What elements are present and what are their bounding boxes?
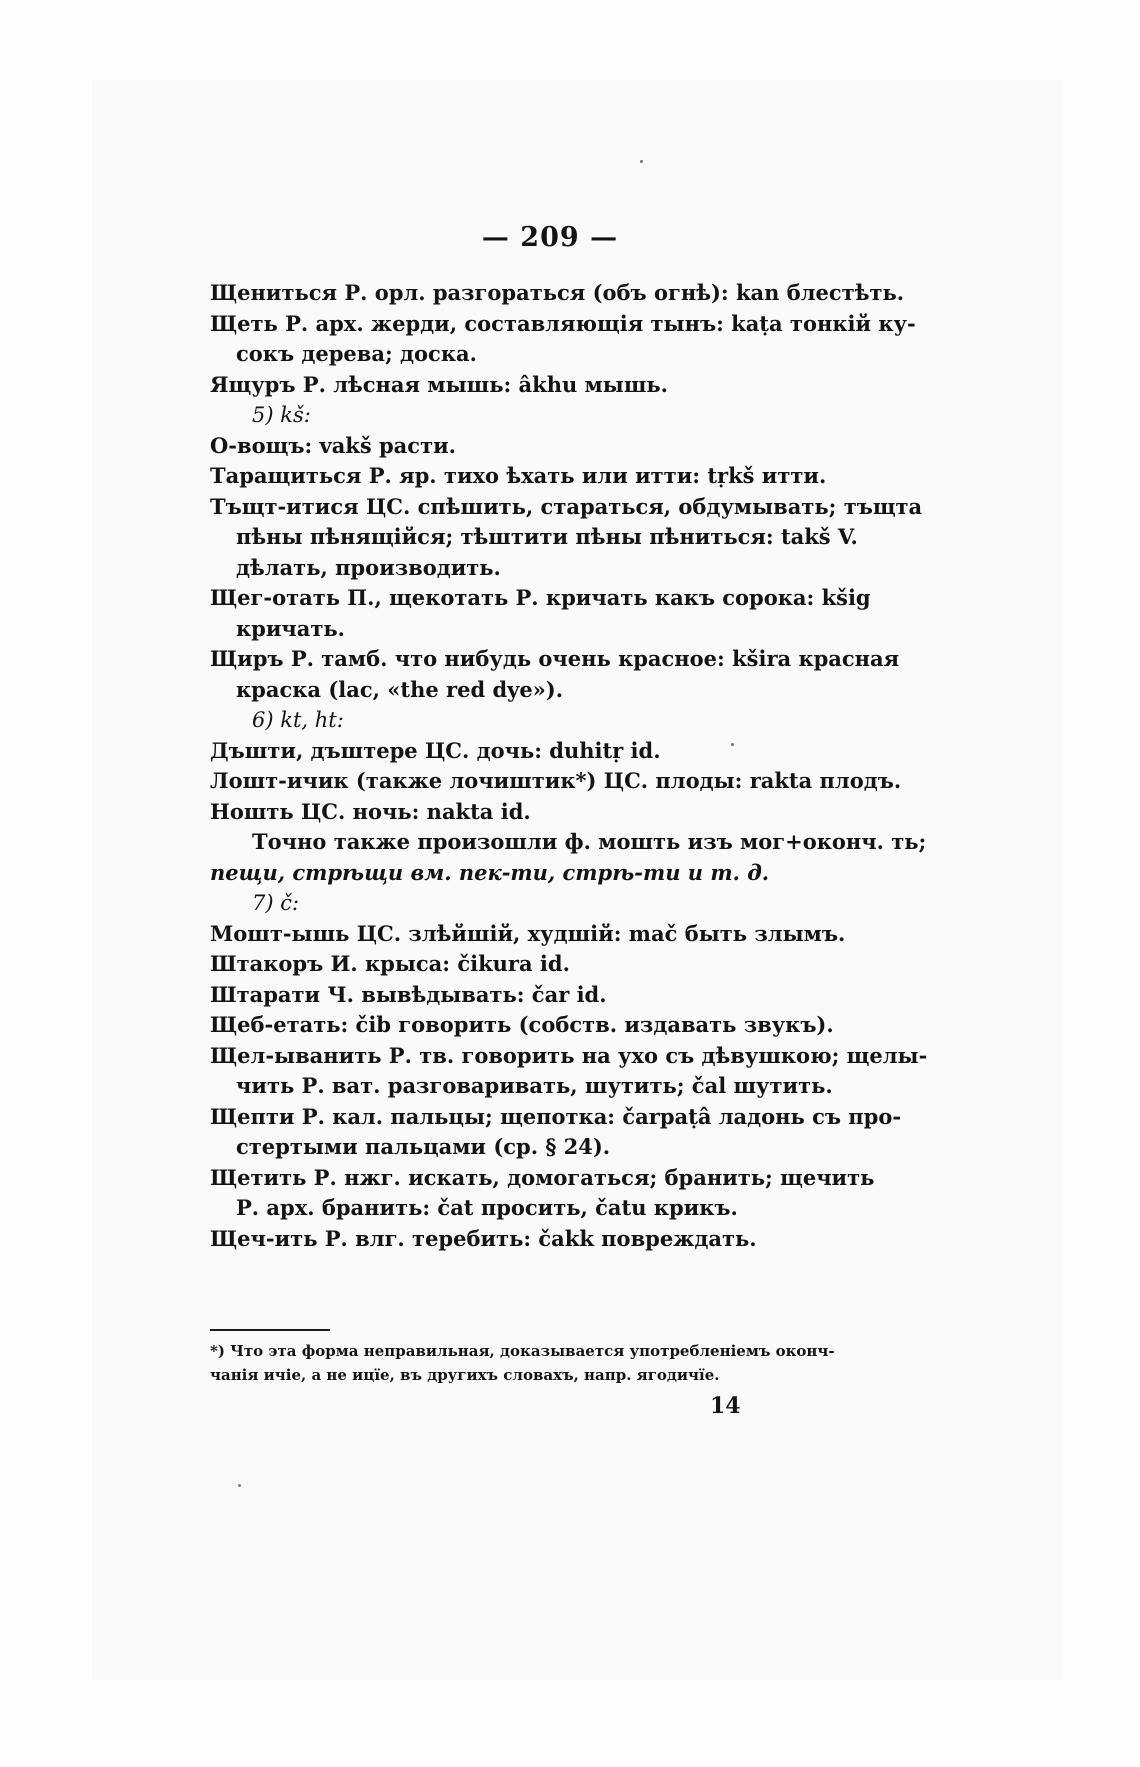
paragraph-line: пещи, стрѣщи вм. пек-ти, стрѣ-ти и т. д. [210,859,770,885]
entry-line: Щеб-етать: čib говорить (собств. издавать звукъ). [210,1012,834,1037]
entry-line: Лошт-ичик (также лочиштик*) ЦС. плоды: rakta плодъ. [210,768,902,793]
footnote [210,1339,870,1387]
paper-speck [640,160,643,163]
page-number: — 209 — [481,222,619,253]
entry-line: сокъ дерева; доска. [236,341,477,366]
section-heading: 5) kš: [252,403,311,427]
entry-line: Тъщт-итися ЦС. спѣшить, стараться, обдумывать; тъщта [210,493,923,519]
footnote-line: чанія ичіе, а не ицїе, въ другихъ словахъ, напр. ягодичїе. [210,1366,720,1384]
section-heading: 6) kt, ht: [252,708,344,732]
printer-signature: 14 [710,1393,741,1419]
entry-line: чить Р. ват. разговаривать, шутить; čal шутить. [236,1073,833,1098]
entry-line: краска (lac, «the red dye»). [236,676,564,702]
entry-line: Щег-отать П., щекотать Р. кричать какъ сорока: kšig [210,585,871,610]
entry-line: Дъшти, дъштере ЦС. дочь: duhitṛ id. [210,737,661,763]
entry-line: Щетить Р. нжг. искать, домогаться; бранить; щечить [210,1164,875,1190]
entry-line: Мошт-ышь ЦС. злѣйшій, худшій: mač быть злымъ. [210,920,846,946]
entry-line: Р. арх. бранить: čat просить, čatu крикъ. [236,1195,738,1220]
footnote-rule [210,1329,330,1331]
paper-speck [238,1484,241,1487]
entry-line: дѣлать, производить. [236,554,501,580]
entry-line: Щеч-ить Р. влг. теребить: čakk повреждать. [210,1225,757,1251]
entry-line: Штарати Ч. вывѣдывать: čar id. [210,981,607,1007]
dictionary-text [210,278,928,1254]
entry-line: Щениться Р. орл. разгораться (объ огнѣ): kan блестѣть. [210,280,905,305]
entry-line: Щепти Р. кал. пальцы; щепотка: čarpaṭâ ладонь съ про- [210,1103,902,1129]
entry-line: Таращиться Р. яр. тихо ѣхать или итти: tṛkš итти. [210,463,827,488]
entry-line: Ношть ЦС. ночь: nakta id. [210,798,531,824]
paragraph-line: Точно также произошли ф. мошть изъ мог+оконч. ть; [252,829,927,854]
entry-line: Ящуръ Р. лѣсная мышь: âkhu мышь. [210,371,668,397]
paper-speck [731,743,734,746]
entry-line: О-вощъ: vakš расти. [210,432,456,458]
entry-line: кричать. [236,615,345,641]
entry-line: Штакоръ И. крыса: čikura id. [210,951,570,976]
entry-line: Щеть Р. арх. жерди, составляющія тынъ: kaṭa тонкій ку- [210,310,916,336]
entry-line: Щиръ Р. тамб. что нибудь очень красное: kšira красная [210,646,900,671]
footnote-line: *) Что эта форма неправильная, доказывается употребленіемъ оконч- [210,1342,835,1360]
entry-line: стертыми пальцами (ср. § 24). [236,1134,611,1159]
section-heading: 7) č: [252,891,300,915]
entry-line: пѣны пѣнящійся; тѣштити пѣны пѣниться: takš V. [236,524,858,549]
entry-line: Щел-ыванить Р. тв. говорить на ухо съ дѣвушкою; щелы- [210,1042,928,1068]
